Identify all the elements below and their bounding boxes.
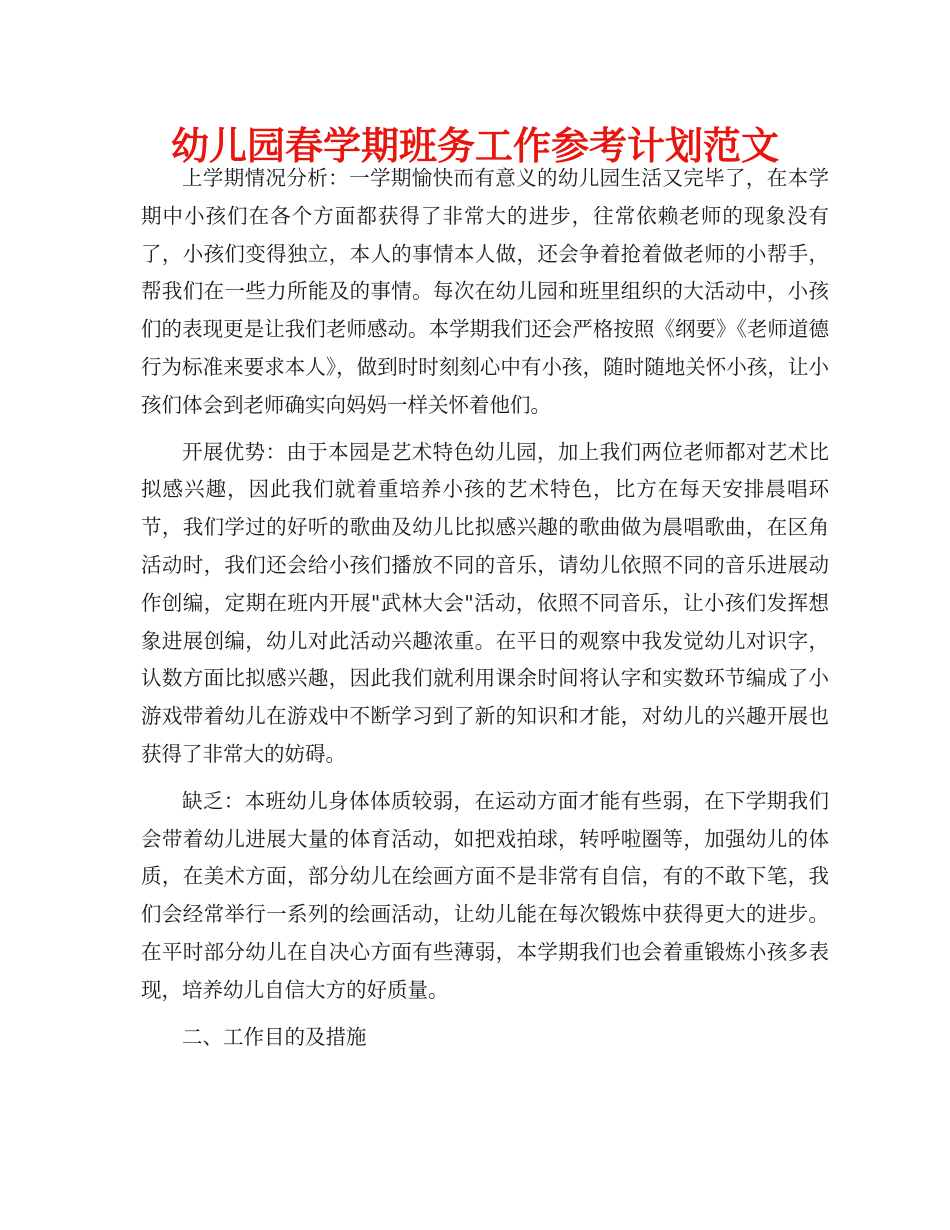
section-heading-goals-measures: 二、工作目的及措施 xyxy=(182,1024,367,1049)
paragraph-strengths: 开展优势：由于本园是艺术特色幼儿园，加上我们两位老师都对艺术比拟感兴趣，因此我们就着重培养小孩的艺术特色，比方在每天安排晨唱环节，我们学过的好听的歌曲及幼儿比拟感兴趣的歌曲做为晨唱歌曲，在区角活动时，我们还会给小孩们播放不同的音乐，请幼儿依照不同的音乐进展动作创编，定期在班内开展"武林大会"活动，依照不同音乐，让小孩们发挥想象进展创编，幼儿对此活动兴趣浓重。在平日的观察中我发觉幼儿对识字，认数方面比拟感兴趣，因此我们就利用课余时间将认字和实数环节编成了小游戏带着幼儿在游戏中不断学习到了新的知识和才能，对幼儿的兴趣开展也获得了非常大的妨碍。 xyxy=(141,439,829,766)
document-title: 幼儿园春学期班务工作参考计划范文 xyxy=(170,124,779,168)
paragraph-shortcomings: 缺乏：本班幼儿身体体质较弱，在运动方面才能有些弱，在下学期我们会带着幼儿进展大量的体育活动，如把戏拍球，转呼啦圈等，加强幼儿的体质，在美术方面，部分幼儿在绘画方面不是非常有自信，有的不敢下笔，我们会经常举行一系列的绘画活动，让幼儿能在每次锻炼中获得更大的进步。在平时部分幼儿在自决心方面有些薄弱，本学期我们也会着重锻炼小孩多表现，培养幼儿自信大方的好质量。 xyxy=(141,788,829,1002)
document-body xyxy=(141,160,829,1056)
paragraph-situation-analysis: 上学期情况分析：一学期愉快而有意义的幼儿园生活又完毕了，在本学期中小孩们在各个方面都获得了非常大的进步，往常依赖老师的现象没有了，小孩们变得独立，本人的事情本人做，还会争着抢着做老师的小帮手，帮我们在一些力所能及的事情。每次在幼儿园和班里组织的大活动中，小孩们的表现更是让我们老师感动。本学期我们还会严格按照《纲要》《老师道德行为标准来要求本人》，做到时时刻刻心中有小孩，随时随地关怀小孩，让小孩们体会到老师确实向妈妈一样关怀着他们。 xyxy=(141,166,829,417)
